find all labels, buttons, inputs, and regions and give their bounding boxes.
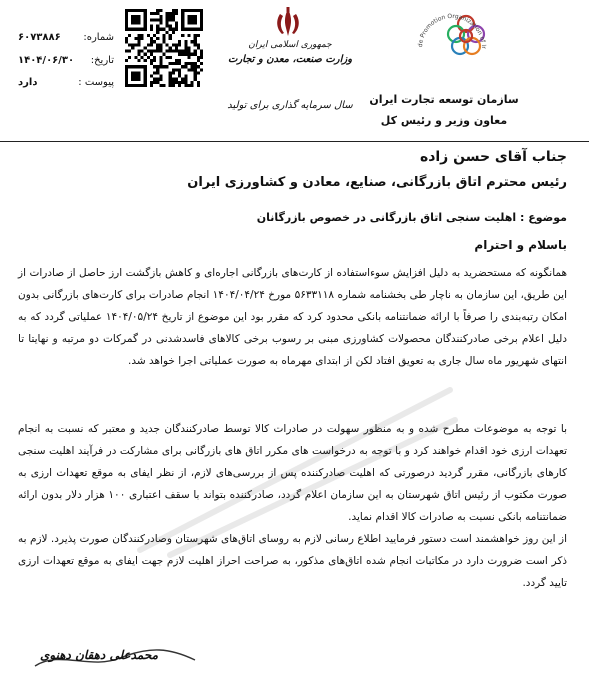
greeting: باسلام و احترام [474,238,567,252]
letter-attachment [18,77,114,93]
signature-name: محمدعلی دهقان دهنوی [40,648,158,662]
logo-caption: de Promotion Organization of Ir [416,12,488,49]
recipient-title: رئیس محترم اتاق بازرگانی، صنایع، معادن و کشاورزی ایران [187,175,567,190]
logo-arc-text [412,4,492,84]
qr-code [125,8,203,88]
year-slogan: سال سرمایه گذاری برای تولید [227,100,353,111]
number-value: ۶۰۷۳۸۸۶ [18,32,61,43]
number-label: شماره: [83,32,114,43]
svg-text:Trade Promotion Organization o [412,4,487,49]
org-name: سازمان توسعه تجارت ایران [369,93,519,106]
letter-subject: موضوع : اهلیت سنجی اتاق بازرگانی در خصوص بازرگانان [256,211,567,224]
attachment-value: دارد [18,77,38,88]
org-subtitle: معاون وزیر و رئیس کل [380,114,508,127]
recipient-name: جناب آقای حسن زاده [419,149,567,165]
date-value: ۱۴۰۴/۰۶/۳۰ [18,55,75,66]
body-paragraph-2: با توجه به موضوعات مطرح شده و به منظور سهولت در صادرات کالا توسط صادرکنندگان جدید و معتبر که نسبت به انجام تعهدات ارزی خود اقدام خواهند کرد و با توجه به درخواست های مکرر اتاق های بازرگانی برای مشارکت در فرآیند اهلیت سنجی کارهای بازرگانی، مقرر گردید درصورتی که اهلیت صادرکننده پس از بررسی‌های لازم، از نظر ایفای به موقع تعهدات ارزی به صورت مکتوب از رئیس اتاق شهرستان به این سازمان اعلام گردد، صادرکننده بتواند با سقف اعتباری ۱۰۰ هزار دلار بدون ارائه ضمانتنامه بانکی نسبت به صادرات کالا اقدام نماید. [18,423,567,523]
body-paragraph-1: همانگونه که مستحضرید به دلیل افزایش سوءاستفاده از کارت‌های بازرگانی اجاره‌ای و کاهش بازگشت ارز حاصل از صادرات از این طریق، این سازمان به ناچار طی بخشنامه شماره ۵۶۳۳۱۱۸ مورخ ۱۴۰۴/۰۴/۲۴ انجام صادرات برای کارت‌های بازرگانی بدون امکان رتبه‌بندی را صرفاً با ارائه ضمانتنامه بانکی محدود کرد که مقرر بود این موضوع از تاریخ ۱۴۰۴/۰۵/۲۴ عملیاتی گردد که به دلیل اعلام برخی صادرکنندگان محصولات کشاورزی مبنی بر رسوب برخی کالاهای فاسدشدنی در گمرکات دو مرتبه و نهایتا تا انتهای شهریور ماه سال جاری به تعویق افتاد لکن از ابتدای مهرماه به صورت عملیاتی اجرا خواهد شد. [18,267,567,367]
letter-date [18,55,114,71]
letter-number [18,32,114,48]
ministry-line-1: جمهوری اسلامی ایران [248,40,332,50]
date-label: تاریخ: [90,55,114,66]
attachment-label: پیوست : [78,77,114,88]
iran-emblem-icon [271,6,305,40]
body-paragraph-3: از این روز خواهشمند است دستور فرمایید اطلاع رسانی لازم به روسای اتاق‌های شهرستان وصادرکنندگان صورت پذیرد. لازم به ذکر است ضرورت دارد در مکاتبات انجام شده اتاق‌های مذکور، به صراحت احراز اهلیت لازم جهت ایفای به موقع تعهدات ارزی تایید گردد. [18,533,567,589]
ministry-line-2: وزارت صنعت، معدن و تجارت [227,54,353,65]
header-divider [0,141,589,142]
